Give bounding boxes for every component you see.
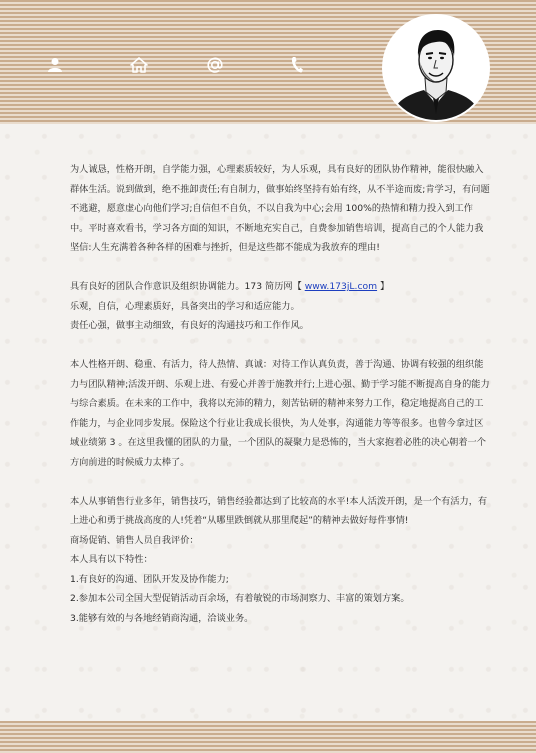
traits-heading: 本人具有以下特性： [70, 554, 153, 565]
home-icon [128, 54, 150, 76]
sales-evaluation-heading: 商场促销、销售人员自我评价： [70, 534, 199, 546]
user-icon [44, 54, 66, 76]
profile-photo [384, 16, 488, 120]
at-icon [204, 54, 226, 76]
responsibility-line: 责任心强，做事主动细致，有良好的沟通技巧和工作作风。 [70, 320, 309, 331]
teamwork-line [70, 277, 490, 297]
teamwork-text: 具有良好的团队合作意识及组织协调能力。173 简历网【 [70, 281, 302, 292]
personality-paragraph: 本人性格开朗、稳重、有活力，待人热情、真诚：对待工作认真负责，善于沟通、协调有较强的组织能力与团队精神;活泼开朗、乐观上进、有爱心并善于施教并行;上进心强、勤于学习能不断提高自身的能力与综合素质。在未来的工作中，我将以充沛的精力，刻苦钻研的精神来努力工作，稳定地提高自己的工作能力，与企业同步发展。保险这个行业让我成长很快，为人处事，沟通能力等等很多。也曾今拿过区域业绩第 3 。在这里我懂的团队的力量，一个团队的凝聚力是恐怖的，当大家抱着必胜的决心朝着一个方向前进的时候威力太棒了。 [70, 359, 490, 468]
bracket-close: 】 [380, 281, 390, 292]
phone-icon [286, 54, 308, 76]
sales-experience-paragraph: 本人从事销售行业多年，销售技巧，销售经验都达到了比较高的水平!本人活泼开朗，是一个有活力，有上进心和勇于挑战高度的人!凭着“从哪里跌倒就从那里爬起”的精神去做好每件事情! [70, 495, 488, 526]
contact-icons-bar [0, 54, 360, 78]
trait-item-3: 3.能够有效的与各地经销商沟通，洽谈业务。 [70, 612, 254, 624]
trait-item-1: 1.有良好的沟通、团队开发及协作能力; [70, 573, 229, 585]
optimism-line: 乐观，自信，心理素质好，具备突出的学习和适应能力。 [70, 300, 300, 312]
intro-paragraph: 为人诚恳，性格开朗，自学能力强，心理素质较好，为人乐观，具有良好的团队协作精神，能很快融入群体生活。说到做到，绝不推卸责任;有自制力，做事始终坚持有始有终，从不半途而废;肯学习，有问题不逃避，愿意虚心向他们学习;自信但不自负，不以自我为中心;会用 100%的热情和精力投入到工作中。平时喜欢看书，学习各方面的知识，不断地充实自己，自费参加销售培训，提高自己的个人能力我坚信:人生充满着各种各样的困难与挫折，但是这些都不能成为我放弃的理由! [70, 164, 490, 253]
website-link[interactable]: www.173jL.com [304, 281, 378, 292]
footer-band [0, 721, 536, 753]
trait-item-2: 2.参加本公司全国大型促销活动百余场，有着敏锐的市场洞察力、丰富的策划方案。 [70, 593, 410, 604]
self-evaluation-section [70, 160, 490, 628]
